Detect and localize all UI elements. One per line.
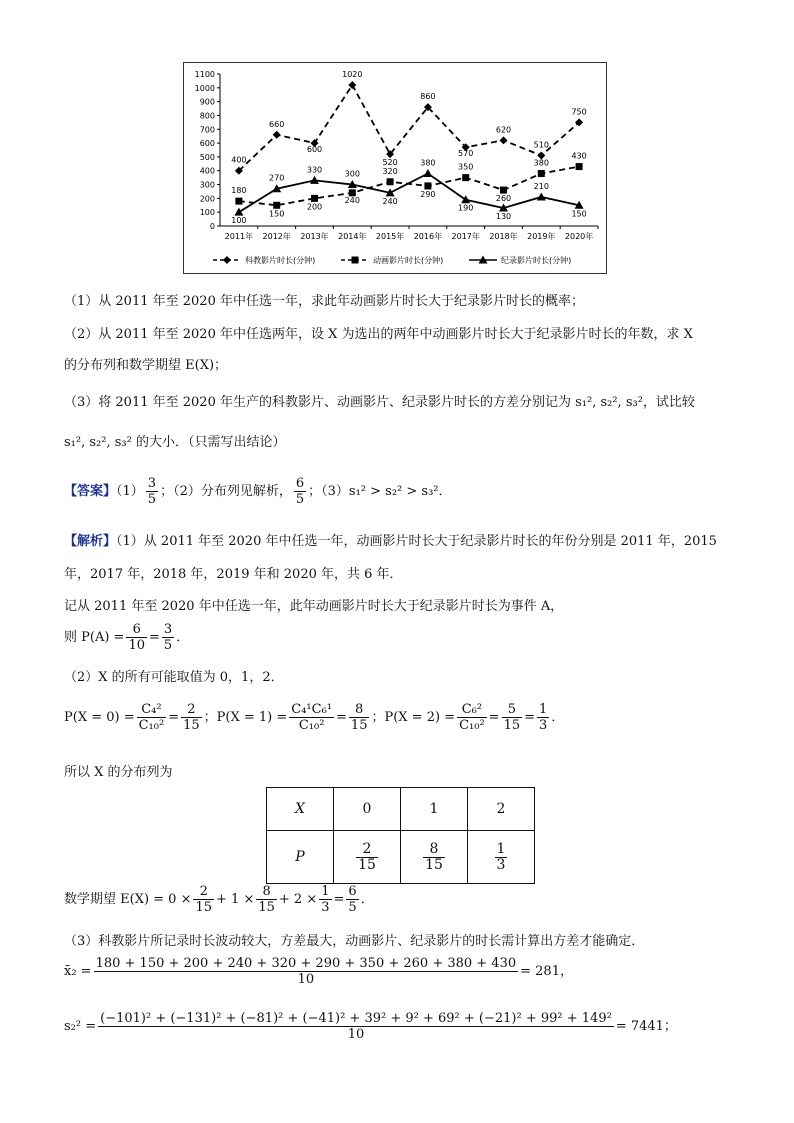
data-label: 1020 xyxy=(342,70,363,80)
legend-label: 动画影片时长(分钟) xyxy=(373,256,444,265)
y-tick-label: 100 xyxy=(199,208,215,218)
data-label: 270 xyxy=(269,173,285,183)
data-label: 600 xyxy=(306,145,323,155)
y-tick-label: 0 xyxy=(209,222,215,231)
data-label: 330 xyxy=(306,165,323,175)
table-header-cell: 1 xyxy=(401,788,468,831)
square-marker xyxy=(424,182,431,189)
data-label: 190 xyxy=(458,203,474,213)
data-label: 100 xyxy=(231,216,247,226)
square-marker xyxy=(273,202,280,209)
data-label: 520 xyxy=(382,158,398,168)
question-3-line1: （3）将 2011 年至 2020 年生产的科教影片、动画影片、纪录影片时长的方差分别记为 s₁², s₂², s₃²，试比较 xyxy=(64,395,695,410)
y-tick-label: 200 xyxy=(199,194,215,204)
line-chart xyxy=(183,62,607,274)
y-tick-label: 900 xyxy=(199,97,215,107)
x-tick-label: 2015年 xyxy=(375,232,405,241)
y-tick-label: 1000 xyxy=(194,83,215,93)
answer-2-fraction: $\frac{6}{5}$ xyxy=(295,476,305,507)
answer-line xyxy=(64,476,452,507)
data-label: 620 xyxy=(495,125,512,135)
question-2-line2: 的分布列和数学期望 E(X)； xyxy=(64,358,228,373)
square-marker xyxy=(352,257,359,264)
table-cell: $\frac{1}{3}$ xyxy=(468,831,535,884)
data-label: 510 xyxy=(533,140,549,150)
data-label: 380 xyxy=(420,158,436,168)
square-marker xyxy=(387,178,394,185)
data-label: 320 xyxy=(382,166,398,176)
table-header-x: X xyxy=(267,788,334,831)
data-label: 380 xyxy=(533,158,549,168)
x-tick-label: 2014年 xyxy=(338,232,367,241)
square-marker xyxy=(576,163,583,170)
question-3-line2: s₁², s₂², s₃² 的大小．（只需写出结论） xyxy=(64,435,286,450)
y-tick-label: 700 xyxy=(199,125,215,135)
legend-label: 纪录影片时长(分钟) xyxy=(501,256,572,265)
table-header-cell: 2 xyxy=(468,788,535,831)
analysis-line5: （2）X 的所有可能取值为 0，1，2． xyxy=(64,670,284,685)
variance-formula: s₂² = (−101)² + (−131)² + (−81)² + (−41)² + 39² + 9² + 69² + (−21)² + 99² + 149² 10 = 7441； xyxy=(64,1011,677,1042)
data-label: 240 xyxy=(344,195,360,205)
question-2-line1: （2）从 2011 年至 2020 年中任选两年，设 X 为选出的两年中动画影片时长大于纪录影片时长的年数，求 X xyxy=(64,327,693,342)
y-tick-label: 300 xyxy=(199,180,215,190)
data-label: 300 xyxy=(344,169,360,179)
analysis-line1: 【解析】（1）从 2011 年至 2020 年中任选一年，动画影片时长大于纪录影片时长的年份分别是 2011 年，2015 xyxy=(64,534,717,549)
data-label: 150 xyxy=(571,209,587,219)
data-label: 290 xyxy=(420,189,436,199)
table-cell: $\frac{8}{15}$ xyxy=(401,831,468,884)
analysis-line7: （3）科教影片所记录时长波动较大，方差最大，动画影片、纪录影片的时长需计算出方差才能确定． xyxy=(64,934,645,949)
data-label: 210 xyxy=(533,181,549,191)
table-row-label: P xyxy=(267,831,334,884)
probability-distribution: P(X = 0) = $\frac{\text{C₄²}}{\text{C₁₀²}}$ = $\frac{2}{15}$ ；P(X = 1) = $\frac{\text{C₄¹C₆¹}}{\text{C₁₀²}}$ = $\frac{8}{15}$ ；P(X = 2) = $\frac{\text{C₆²}}{\text{C₁₀²}}$ = $\frac{5}{15}$ = $\frac{1}{3}$ ． xyxy=(64,702,565,733)
square-marker xyxy=(462,174,469,181)
x-tick-label: 2013年 xyxy=(300,232,329,241)
x-tick-label: 2018年 xyxy=(489,232,518,241)
answer-part3: ；（3）s₁² > s₂² > s₃²． xyxy=(308,484,452,499)
expectation: 数学期望 E(X) = 0 × $\frac{2}{15}$ + 1 × $\frac{8}{15}$ + 2 × $\frac{1}{3}$ = $\frac{6}{5}$ ． xyxy=(64,884,374,915)
data-label: 430 xyxy=(571,151,587,161)
data-label: 350 xyxy=(458,162,474,172)
square-marker xyxy=(538,170,545,177)
data-label: 400 xyxy=(231,155,247,165)
data-label: 130 xyxy=(495,212,512,222)
y-tick-label: 800 xyxy=(199,111,215,121)
table-header-cell: 0 xyxy=(334,788,401,831)
data-label: 860 xyxy=(420,92,436,102)
square-marker xyxy=(311,195,318,202)
x-tick-label: 2019年 xyxy=(527,232,556,241)
x-tick-label: 2017年 xyxy=(451,232,480,241)
data-label: 200 xyxy=(306,202,323,212)
x-tick-label: 2012年 xyxy=(262,232,291,241)
square-marker xyxy=(235,198,242,205)
legend-label: 科教影片时长(分钟) xyxy=(245,256,316,265)
answer-tag: 【答案】 xyxy=(64,484,117,499)
y-tick-label: 400 xyxy=(199,166,215,176)
answer-part1: （1） xyxy=(116,484,144,499)
probability-A: 则 P(A) = $\frac{6}{10}$ = $\frac{3}{5}$ ． xyxy=(64,622,190,653)
y-tick-label: 500 xyxy=(199,152,215,162)
x-tick-label: 2016年 xyxy=(413,232,443,241)
data-label: 260 xyxy=(495,194,512,204)
analysis-line6: 所以 X 的分布列为 xyxy=(64,765,173,780)
answer-1-fraction: $\frac{3}{5}$ xyxy=(147,476,157,507)
y-tick-label: 1100 xyxy=(194,70,215,79)
analysis-tag: 【解析】 xyxy=(64,534,117,549)
answer-part2: ；（2）分布列见解析， xyxy=(160,484,292,499)
data-label: 660 xyxy=(269,119,285,129)
distribution-table xyxy=(266,787,535,884)
y-tick-label: 600 xyxy=(199,139,215,149)
data-label: 570 xyxy=(458,149,474,159)
square-marker xyxy=(500,187,507,194)
data-label: 750 xyxy=(571,107,587,117)
analysis-line2: 年，2017 年，2018 年，2019 年和 2020 年，共 6 年． xyxy=(64,567,403,582)
question-1: （1）从 2011 年至 2020 年中任选一年，求此年动画影片时长大于纪录影片时长的概率； xyxy=(64,294,584,309)
data-label: 180 xyxy=(231,186,247,196)
mean-formula: x̄₂ = $\frac{180 + 150 + 200 + 240 + 320 + 290 + 350 + 260 + 380 + 430}{10}$ = 281， xyxy=(64,956,573,987)
data-label: 240 xyxy=(382,196,398,206)
x-tick-label: 2020年 xyxy=(564,232,594,241)
analysis-line3: 记从 2011 年至 2020 年中任选一年，此年动画影片时长大于纪录影片时长为事件 A， xyxy=(64,599,564,614)
x-tick-label: 2011年 xyxy=(224,232,254,241)
table-cell: $\frac{2}{15}$ xyxy=(334,831,401,884)
data-label: 150 xyxy=(269,209,285,219)
